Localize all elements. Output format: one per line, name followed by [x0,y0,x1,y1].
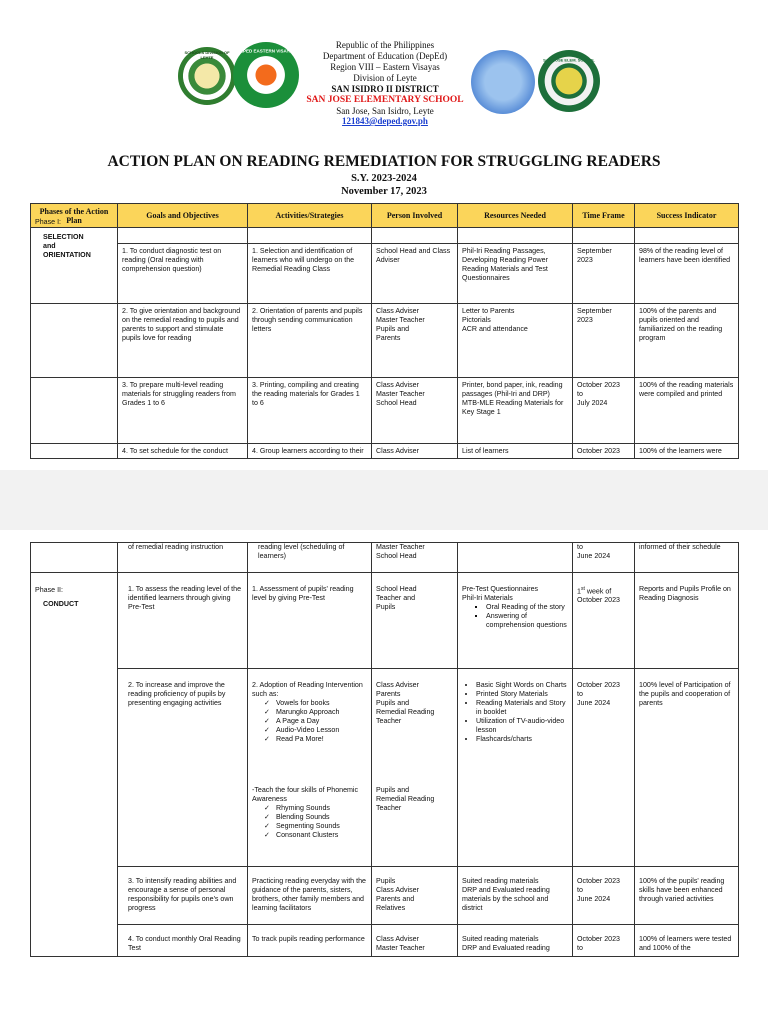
persons-cell: Class Adviser Master Teacher Pupils and Parents [372,304,458,378]
table-row [31,925,739,957]
phase-1-name-line: SELECTION [43,233,84,241]
success-cell: 100% of the learners were [635,444,739,459]
time-cell: October 2023 to June 2024 [573,867,635,925]
column-header: Time Frame [573,204,635,228]
time-cell: September 2023 [573,244,635,304]
school-year: S.Y. 2023-2024 [351,173,417,184]
action-plan-table-page-1 [30,203,739,459]
blurred-seal-logo [471,50,535,114]
goal-cell: 2. To give orientation and background on the remedial reading to pupils and parents to support and stimulate pupils love for reading [118,304,248,378]
phase-1-label: Phase I: [35,218,62,226]
table-spacer-row [31,228,739,244]
phase-1-name-line: and [43,242,56,250]
header-district: SAN ISIDRO II DISTRICT [331,84,439,94]
phase-2-label: Phase II: [35,586,63,594]
list-item: ▪ Answering of comprehension questions [486,612,568,630]
resources-cell [458,669,573,867]
success-cell: informed of their schedule [635,543,739,573]
list-item: • Flashcards/charts [476,735,568,744]
table-header-row [31,204,739,228]
time-cell: October 2023 to June 2024 [573,669,635,867]
header-line-deped: Department of Education (DepEd) [322,51,448,61]
activity-cell: To track pupils reading performance [248,925,372,957]
goal-cell: 3. To prepare multi-level reading materials for struggling readers from Grades 1 to 6 [118,378,248,444]
document-title: ACTION PLAN ON READING REMEDIATION FOR STRUGGLING READERS [107,153,661,170]
goal-cell: 1. To conduct diagnostic test on reading (Oral reading with comprehension question) [118,244,248,304]
list-item: ✓ Marungko Approach [264,708,367,717]
success-cell: 100% of the reading materials were compiled and printed [635,378,739,444]
goal-cell: 4. To conduct monthly Oral Reading Test [118,925,248,957]
list-item: • Printed Story Materials [476,690,568,699]
persons-cell: Class Adviser Master Teacher School Head [372,378,458,444]
persons-cell: School Head Teacher and Pupils [372,573,458,669]
activity-cell: 2. Orientation of parents and pupils through sending communication letters [248,304,372,378]
success-cell: 100% of learners were tested and 100% of the [635,925,739,957]
resources-cell: Printer, bond paper, ink, reading passages (Phil-Iri and DRP) MTB-MLE Reading Materials for Key Stage 1 [458,378,573,444]
activity-cell: 4. Group learners according to their [248,444,372,459]
plan-date: November 17, 2023 [341,186,427,197]
resources-cell: Suited reading materials DRP and Evaluated reading materials by the school and district [458,867,573,925]
activity-cell: reading level (scheduling of learners) [248,543,372,573]
table-row [31,444,739,459]
goal-cell: 3. To intensify reading abilities and encourage a sense of personal responsibility for pupils one's own progress [118,867,248,925]
time-cell: October 2023 to [573,925,635,957]
table-row [31,304,739,378]
column-header: Person Involved [372,204,458,228]
list-item: • Reading Materials and Story in booklet [476,699,568,717]
phase-1-cell [31,218,118,304]
time-cell: October 2023 [573,444,635,459]
persons-cell: Master Teacher School Head [372,543,458,573]
table-row [31,244,739,304]
resources-cell: Phil-Iri Reading Passages, Developing Reading Power Reading Materials and Test Questionnaires [458,244,573,304]
persons-cell: Class Adviser Master Teacher [372,925,458,957]
success-cell: 100% level of Participation of the pupils and cooperation of parents [635,669,739,867]
resources-cell: Pre-Test Questionnaires Phil-Iri Materials ▪ Oral Reading of the story ▪ Answering of comprehension questions [458,573,573,669]
success-cell: 100% of the parents and pupils oriented and familiarized on the reading program [635,304,739,378]
phase-2-name: CONDUCT [43,600,79,608]
column-header: Phases of the Action Plan [31,204,118,228]
list-item: ✓ Audio-Video Lesson [264,726,367,735]
goal-cell: 2. To increase and improve the reading proficiency of pupils by presenting engaging activities [118,669,248,867]
list-item: ▪ Oral Reading of the story [486,603,568,612]
header-school-name: SAN JOSE ELEMENTARY SCHOOL [306,95,464,105]
resources-cell: List of learners [458,444,573,459]
table-row [31,378,739,444]
action-plan-table-page-2 [30,542,739,957]
activity-cell: Practicing reading everyday with the guidance of the parents, sisters, brothers, other family members and learning facilitators [248,867,372,925]
column-header: Activities/Strategies [248,204,372,228]
document-page-2 [0,530,768,1024]
column-header: Goals and Objectives [118,204,248,228]
activity-cell: 3. Printing, compiling and creating the reading materials for Grades 1 to 6 [248,378,372,444]
time-cell: October 2023 to July 2024 [573,378,635,444]
table-row [31,867,739,925]
list-item: • Basic Sight Words on Charts [476,681,568,690]
success-cell: 98% of the reading level of learners have been identified [635,244,739,304]
header-address: San Jose, San Isidro, Leyte [336,106,434,116]
activity-cell: 1. Selection and identification of learners who will undergo on the Remedial Reading Class [248,244,372,304]
list-item: ✓ Vowels for books [264,699,367,708]
time-cell: 1st week of October 2023 [573,573,635,669]
document-page-1 [0,0,768,470]
list-item: ✓ A Page a Day [264,717,367,726]
header-line-republic: Republic of the Philippines [335,40,435,50]
activity-cell: 1. Assessment of pupils' reading level by giving Pre-Test [248,573,372,669]
resources-cell: Letter to Parents Pictorials ACR and attendance [458,304,573,378]
list-item: • Utilization of TV-audio-video lesson [476,717,568,735]
persons-cell: School Head and Class Adviser [372,244,458,304]
persons-cell: Class Adviser Parents Pupils and Remedial Reading Teacher Pupils and Remedial Reading Teacher [372,669,458,867]
persons-cell: Class Adviser [372,444,458,459]
school-seal-logo: SAN JOSE ELEM. SCHOOL [538,50,600,112]
phase-2-cell [31,573,118,957]
list-item: ✓ Blending Sounds [264,813,367,822]
schools-division-leyte-seal-logo: SCHOOLS DIVISION OF LEYTE [178,47,236,105]
time-cell: to June 2024 [573,543,635,573]
header-email-link[interactable]: 121843@deped.gov.ph [342,116,428,126]
success-cell: 100% of the pupils' reading skills have been enhanced through varied activities [635,867,739,925]
list-item: ✓ Read Pa More! [264,735,367,744]
list-item: ✓ Rhyming Sounds [264,804,367,813]
success-cell: Reports and Pupils Profile on Reading Diagnosis [635,573,739,669]
persons-cell: Pupils Class Adviser Parents and Relatives [372,867,458,925]
goal-cell: 4. To set schedule for the conduct [118,444,248,459]
list-item: ✓ Consonant Clusters [264,831,367,840]
goal-cell: of remedial reading instruction [118,543,248,573]
header-line-division: Division of Leyte [353,73,417,83]
resources-cell: Suited reading materials DRP and Evaluated reading [458,925,573,957]
phase-1-name-line: ORIENTATION [43,251,91,259]
goal-cell: 1. To assess the reading level of the identified learners through giving Pre-Test [118,573,248,669]
table-row [31,543,739,573]
activity-cell: 2. Adoption of Reading Intervention such as: ✓ Vowels for books ✓ Marungko Approach ✓ A Page a Day ✓ Audio-Video Lesson ✓ Read Pa More! -Teach the four skills of Phonemic Awareness ✓ Rhyming Sounds ✓ Blending Sounds ✓ Segmenting Sounds ✓ Consonant Clusters [248,669,372,867]
table-row [31,573,739,669]
column-header: Resources Needed [458,204,573,228]
page-gap [0,470,768,530]
list-item: ✓ Segmenting Sounds [264,822,367,831]
header-line-region: Region VIII – Eastern Visayas [330,62,440,72]
column-header: Success Indicator [635,204,739,228]
table-row [31,669,739,867]
deped-eastern-visayas-seal-logo: DEPED EASTERN VISAYAS [233,42,299,108]
time-cell: September 2023 [573,304,635,378]
